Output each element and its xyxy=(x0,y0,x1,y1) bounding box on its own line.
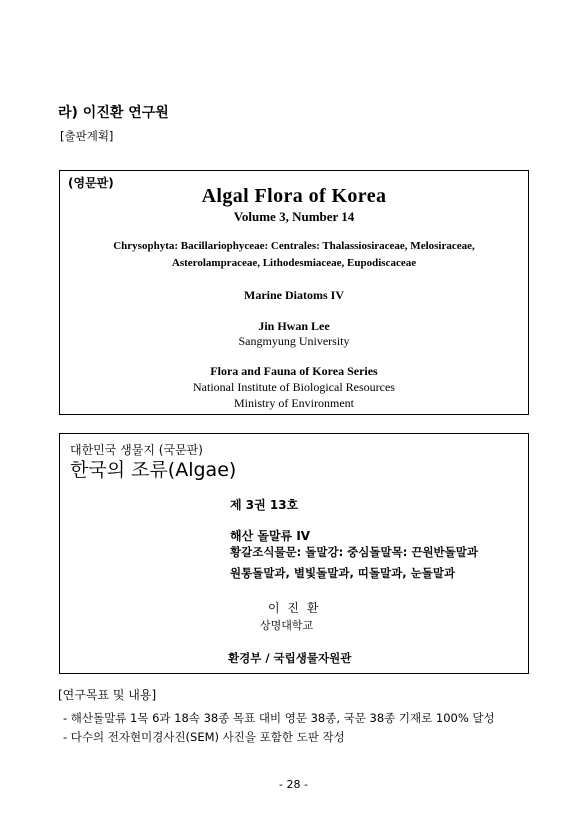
english-subtitle-line2: Asterolampraceae, Lithodesmiaceae, Eupodiscaceae xyxy=(171,257,417,269)
korean-book-title: 한국의 조류(Algae) xyxy=(70,459,237,481)
english-series-title: Marine Diatoms IV xyxy=(244,288,344,302)
sub-heading: [출판계획] xyxy=(60,129,114,143)
english-edition-tag: (영문판) xyxy=(68,176,114,190)
korean-classification-line2: 원통돌말과, 별빛돌말과, 띠돌말과, 눈돌말과 xyxy=(230,566,456,580)
korean-volume: 제 3권 13호 xyxy=(230,498,299,512)
section-heading: 라) 이진환 연구원 xyxy=(58,105,169,121)
korean-edition-tag: 대한민국 생물지 (국문판) xyxy=(70,443,203,457)
korean-topic: 해산 돌말류 IV xyxy=(230,529,311,543)
korean-classification-line1: 황갈조식물문: 돌말강: 중심돌말목: 끈원반돌말과 xyxy=(230,545,478,559)
english-book-title: Algal Flora of Korea xyxy=(201,185,387,207)
goal-item: - 다수의 전자현미경사진(SEM) 사진을 포함한 도판 작성 xyxy=(63,730,345,744)
english-affiliation: Sangmyung University xyxy=(238,334,350,348)
english-publisher: National Institute of Biological Resources xyxy=(193,380,395,394)
english-subtitle-line1: Chrysophyta: Bacillariophyceae: Centrales: Thalassiosiraceae, Melosiraceae, xyxy=(113,240,475,252)
korean-affiliation: 상명대학교 xyxy=(260,619,314,632)
english-publication-series: Flora and Fauna of Korea Series xyxy=(210,364,378,378)
english-volume: Volume 3, Number 14 xyxy=(233,209,355,224)
goals-heading: [연구목표 및 내용] xyxy=(58,688,157,702)
english-author: Jin Hwan Lee xyxy=(258,319,330,333)
korean-edition-box xyxy=(59,433,529,674)
english-edition-box xyxy=(59,170,529,415)
goal-item: - 해산돌말류 1목 6과 18속 38종 목표 대비 영문 38종, 국문 38종 기재로 100% 달성 xyxy=(63,711,495,725)
korean-author: 이 진 환 xyxy=(268,601,321,615)
english-ministry: Ministry of Environment xyxy=(234,396,354,410)
page-number: - 28 - xyxy=(279,778,308,791)
korean-publisher: 환경부 / 국립생물자원관 xyxy=(228,651,352,665)
